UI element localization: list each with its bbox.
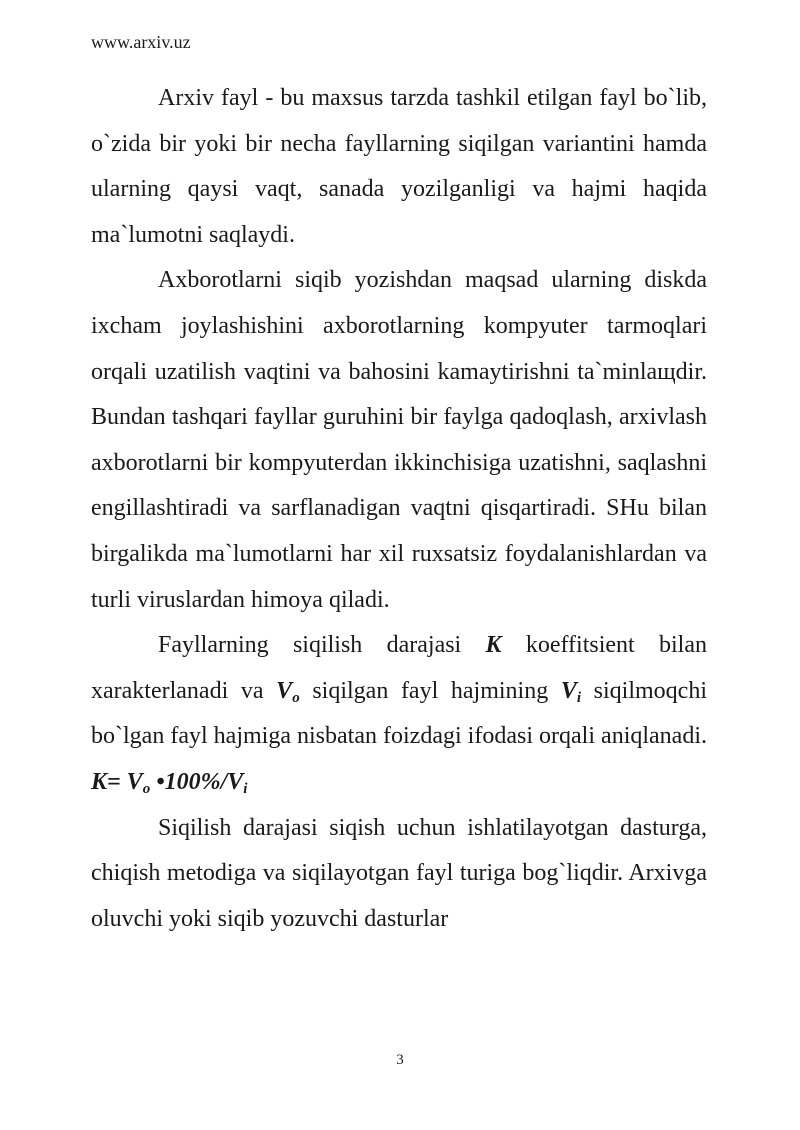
page-number: 3 bbox=[396, 1052, 404, 1068]
symbol-v-i: $V_i$ bbox=[560, 677, 582, 706]
symbol-k: K bbox=[485, 632, 502, 659]
paragraph-compression-factors: Siqilish darajasi siqish uchun ishlatilayotgan dasturga, chiqish metodiga va siqilayotgan fayl turiga bog`liqdir. Arxivga oluvchi yoki siqib yozuvchi dasturlar bbox=[91, 814, 707, 932]
symbol-v-o: $V_o$ bbox=[276, 677, 300, 706]
text-segment: koeffitsient bilan xarakterlanadi va bbox=[91, 632, 708, 704]
paragraph-archive-file: Arxiv fayl - bu maxsus tarzda tashkil etilgan fayl bo`lib, o`zida bir yoki bir necha fayllarning siqilgan variantini hamda ularning qaysi vaqt, sanada yozilganligi va hajmi haqida ma`lumotni saqlaydi. bbox=[91, 85, 707, 248]
text-segment: Fayllarning siqilish darajasi bbox=[158, 632, 486, 659]
compression-formula: $K= V_o$ $•100\%/V_i$ bbox=[91, 768, 248, 797]
paragraph-compression-purpose: Axborotlarni siqib yozishdan maqsad ularning diskda ixcham joylashishini axborotlarning kompyuter tarmoqlari orqali uzatilish vaqtini va bahosini kamaytirishni ta`minlaщdir. Bundan tashqari fayllar guruhini bir faylga qadoqlash, arxivlash axborotlarni bir kompyuterdan ikkinchisiga uzatishni, saqlashni engillashtiradi va sarflanadigan vaqtni qisqartiradi. SHu bilan birgalikda ma`lumotlarni har xil ruxsatsiz foydalanishlardan va turli viruslardan himoya qiladi. bbox=[91, 267, 707, 613]
document-body bbox=[91, 76, 707, 942]
paragraph-compression-ratio bbox=[91, 623, 707, 805]
site-header: www.arxiv.uz bbox=[91, 32, 191, 52]
text-segment: siqilmoqchi bo`lgan fayl hajmiga nisbatan foizdagi ifodasi orqali aniqlanadi. bbox=[91, 677, 707, 750]
text-segment: siqilgan fayl hajmining bbox=[299, 677, 561, 704]
